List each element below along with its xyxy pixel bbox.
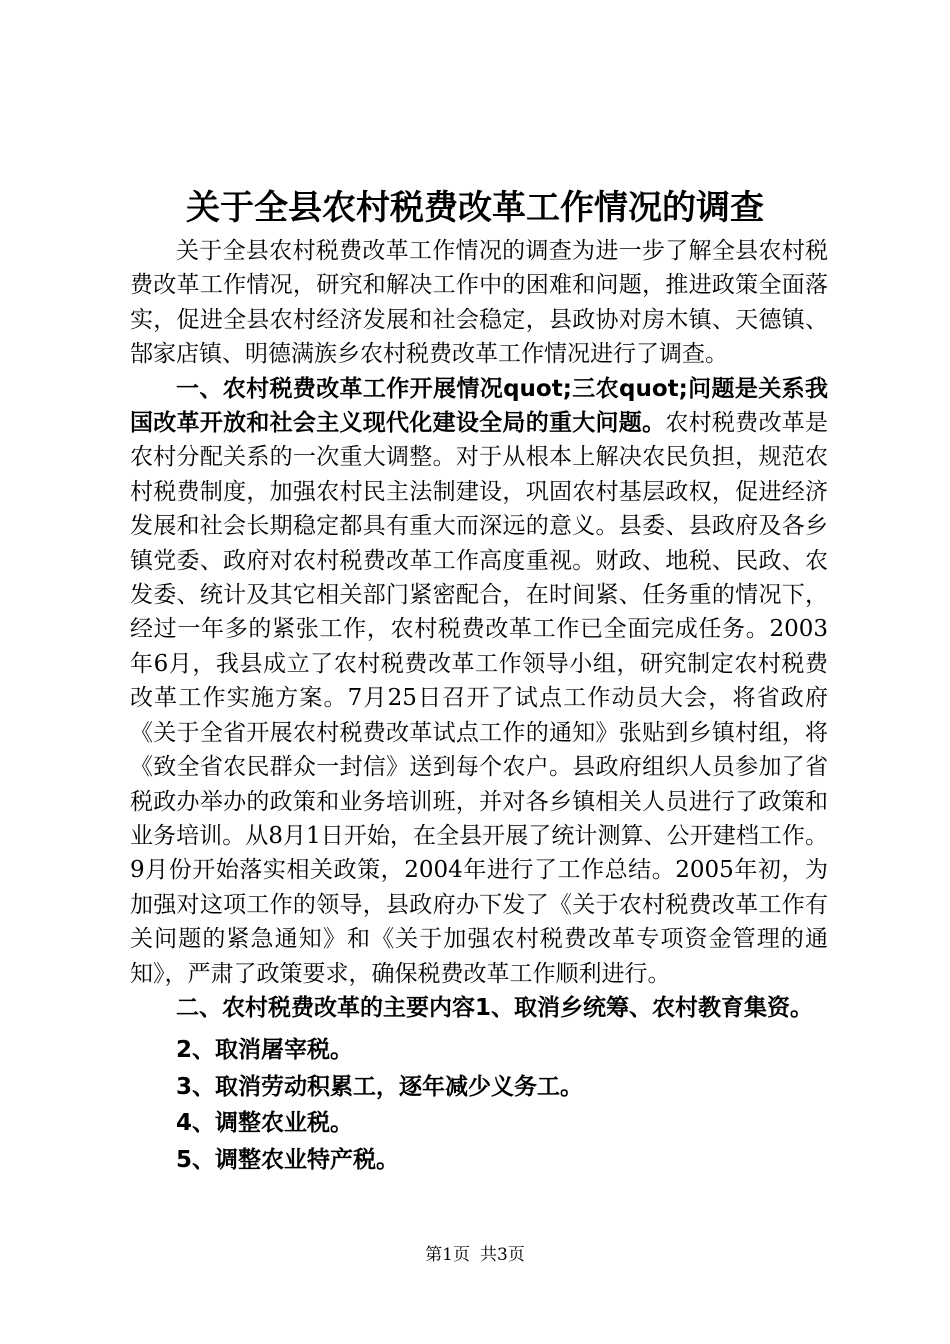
document-title: 关于全县农村税费改革工作情况的调查 bbox=[186, 188, 764, 228]
list-item: 3、取消劳动积累工，逐年减少义务工。 bbox=[176, 1073, 584, 1100]
intro-paragraph: 关于全县农村税费改革工作情况的调查为进一步了解全县农村税费改革工作情况，研究和解决工作中的困难和问题，推进政策全面落实，促进全县农村经济发展和社会稳定，县政协对房木镇、天德镇、郜家店镇、明德满族乡农村税费改革工作情况进行了调查。 bbox=[130, 238, 828, 368]
list-item: 5、调整农业特产税。 bbox=[176, 1146, 400, 1173]
list-item: 4、调整农业税。 bbox=[176, 1110, 354, 1137]
document-body bbox=[130, 234, 828, 1177]
section-1-paragraph bbox=[130, 372, 828, 991]
section-1-body: 农村税费改革是农村分配关系的一次重大调整。对于从根本上解决农民负担，规范农村税费制度，加强农村民主法制建设，巩固农村基层政权，促进经济发展和社会长期稳定都具有重大而深远的意义。县委、县政府及各乡镇党委、政府对农村税费改革工作高度重视。财政、地税、民政、农发委、统计及其它相关部门紧密配合，在时间紧、任务重的情况下，经过一年多的紧张工作，农村税费改革工作已全面完成任务。2003年6月，我县成立了农村税费改革工作领导小组，研究制定农村税费改革工作实施方案。7月25日召开了试点工作动员大会，将省政府《关于全省开展农村税费改革试点工作的通知》张贴到乡镇村组，将《致全省农民群众一封信》送到每个农户。县政府组织人员参加了省税政办举办的政策和业务培训班，并对各乡镇相关人员进行了政策和业务培训。从8月1日开始，在全县开展了统计测算、公开建档工作。9月份开始落实相关政策，2004年进行了工作总结。2005年初，为加强对这项工作的领导，县政府办下发了《关于农村税费改革工作有关问题的紧急通知》和《关于加强农村税费改革专项资金管理的通知》，严肃了政策要求，确保税费改革工作顺利进行。 bbox=[130, 410, 829, 987]
page-number: 第1页 bbox=[425, 1245, 470, 1265]
section-1-heading: 一、农村税费改革工作开展情况quot;三农quot;问题是关系我国改革开放和社会主义现代化建设全局的重大问题。 bbox=[130, 375, 828, 437]
section-2-heading: 二、农村税费改革的主要内容1、取消乡统筹、农村教育集资。 bbox=[176, 994, 814, 1021]
page-footer bbox=[0, 1243, 950, 1267]
page-total: 共3页 bbox=[480, 1245, 525, 1265]
list-item: 2、取消屠宰税。 bbox=[176, 1037, 354, 1064]
